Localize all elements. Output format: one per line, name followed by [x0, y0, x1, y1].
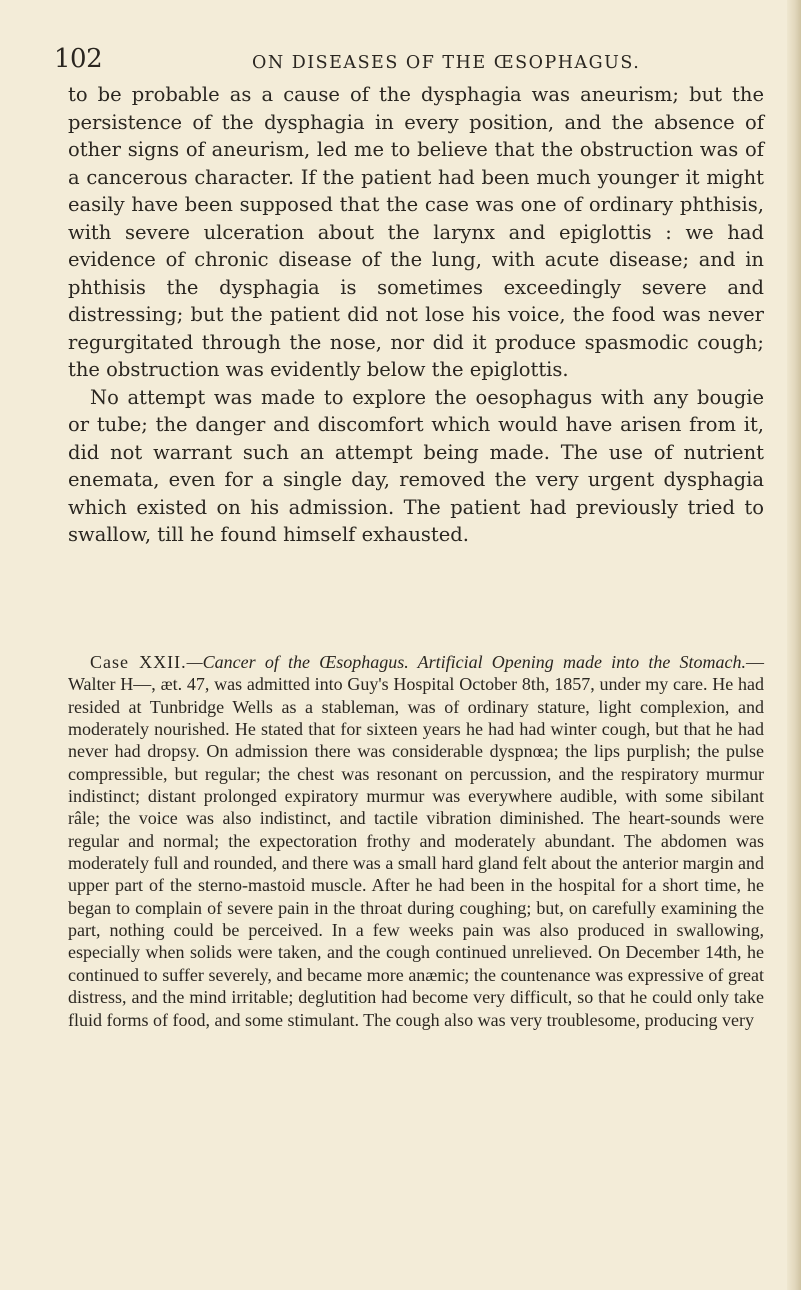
page-number: 102: [54, 44, 103, 74]
case-title: —Cancer of the Œsophagus. Artificial Opening made into the Stomach.: [186, 652, 746, 672]
running-title: ON DISEASES OF THE ŒSOPHAGUS.: [252, 53, 641, 73]
paragraph-exploration: No attempt was made to explore the oesophagus with any bougie or tube; the danger and discomfort which would have arisen from it, did not warrant such an attempt being made. The use of nutrient enemata, even for a single day, removed the very urgent dysphagia which existed on his admission. The patient had previously tried to swallow, till he found himself exhausted.: [68, 385, 764, 546]
case-paragraph: [68, 651, 764, 1031]
case-report: [68, 651, 764, 1031]
page-header: [54, 44, 754, 84]
page-edge-shadow: [787, 0, 801, 1290]
case-body: —Walter H—, æt. 47, was admitted into Guy's Hospital October 8th, 1857, under my care. He had resided at Tunbridge Wells as a stableman, was of ordinary stature, light complexion, and moderately nourished. He stated that for sixteen years he had had winter cough, but that he had never had dropsy. On admission there was considerable dyspnœa; the lips purplish; the pulse compressible, but regular; the chest was resonant on percussion, and the respiratory murmur indistinct; distant prolonged expiratory murmur was everywhere audible, with some sibilant râle; the voice was also indistinct, and tactile vibration diminished. The heart-sounds were regular and normal; the expectoration frothy and moderately abundant. The abdomen was moderately full and rounded, and there was a small hard gland felt about the anterior margin and upper part of the sterno-mastoid muscle. After he had been in the hospital for a short time, he began to complain of severe pain in the throat during coughing; but, on carefully examining the part, nothing could be perceived. In a few weeks pain was also produced in swallowing, especially when solids were taken, and the cough continued unrelieved. On December 14th, he continued to suffer severely, and became more anæmic; the countenance was expressive of great distress, and the mind irritable; deglutition had become very difficult, so that he could only take fluid forms of food, and some stimulant. The cough also was very troublesome, producing very: [68, 652, 764, 1030]
main-text: [68, 81, 764, 549]
case-label: Case XXII.: [90, 652, 187, 672]
paragraph-continued: to be probable as a cause of the dysphagia was aneurism; but the persistence of the dysphagia in every position, and the absence of other signs of aneurism, led me to believe that the obstruction was of a cancerous character. If the patient had been much younger it might easily have been supposed that the case was one of ordinary phthisis, with severe ulceration about the larynx and epiglottis : we had evidence of chronic disease of the lung, with acute disease; and in phthisis the dysphagia is sometimes exceedingly severe and distressing; but the patient did not lose his voice, the food was never regurgitated through the nose, nor did it produce spasmodic cough; the obstruction was evidently below the epiglottis.: [68, 83, 764, 381]
